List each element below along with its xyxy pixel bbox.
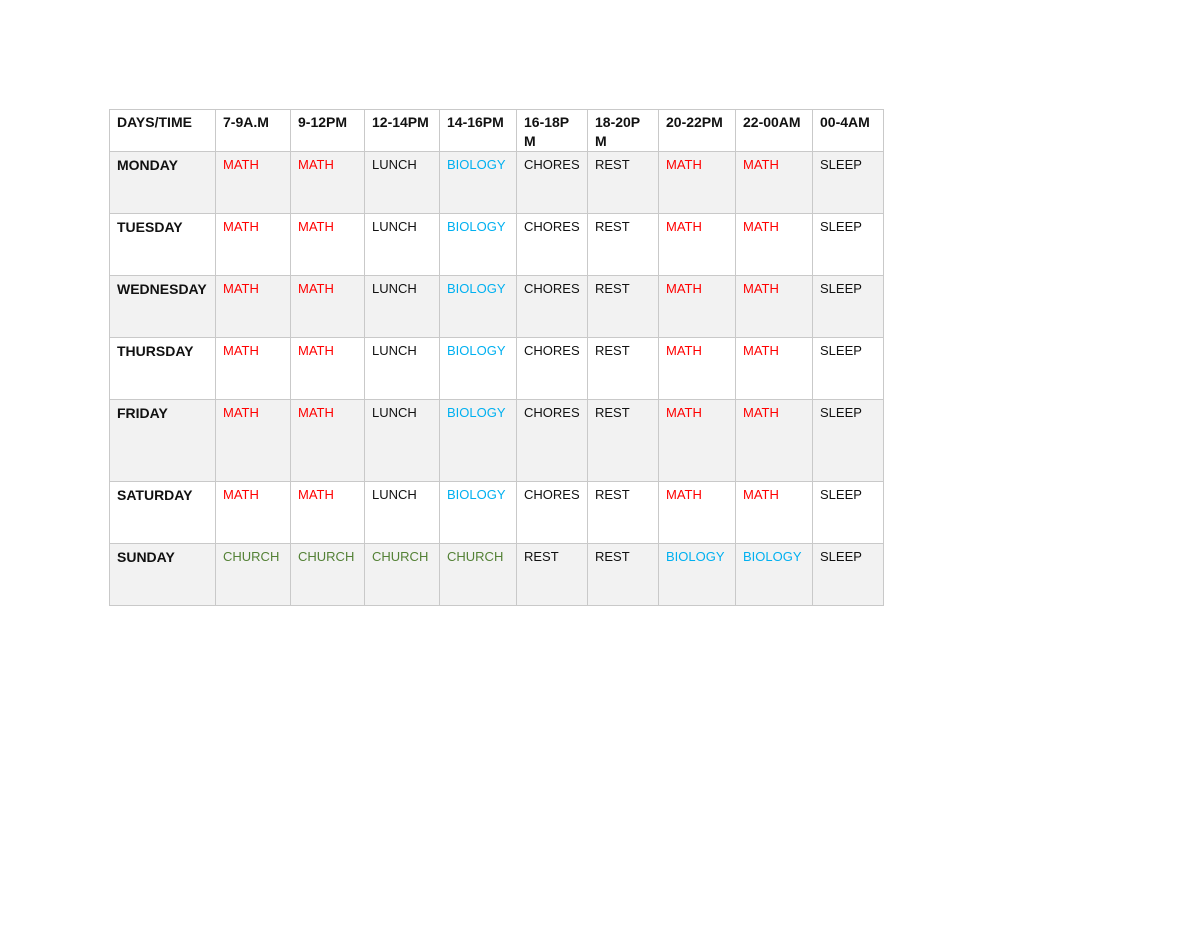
- day-cell: SUNDAY: [110, 544, 216, 606]
- schedule-cell: MATH: [659, 276, 736, 338]
- schedule-cell: REST: [517, 544, 588, 606]
- schedule-cell: MATH: [659, 338, 736, 400]
- schedule-cell: MATH: [659, 482, 736, 544]
- schedule-cell: MATH: [291, 338, 365, 400]
- schedule-cell: MATH: [291, 214, 365, 276]
- table-row: [110, 214, 884, 276]
- weekly-schedule-table: [109, 109, 884, 606]
- header-cell-12-14pm: 12-14PM: [365, 110, 440, 152]
- schedule-cell: REST: [588, 544, 659, 606]
- schedule-cell: SLEEP: [813, 276, 884, 338]
- schedule-cell: MATH: [216, 482, 291, 544]
- schedule-cell: CHORES: [517, 338, 588, 400]
- schedule-cell: BIOLOGY: [440, 400, 517, 482]
- schedule-cell: MATH: [736, 400, 813, 482]
- day-cell: THURSDAY: [110, 338, 216, 400]
- schedule-cell: MATH: [736, 214, 813, 276]
- schedule-cell: SLEEP: [813, 338, 884, 400]
- table-row: [110, 400, 884, 482]
- table-row: [110, 544, 884, 606]
- header-cell-16-18pm: 16-18PM: [517, 110, 588, 152]
- schedule-cell: LUNCH: [365, 152, 440, 214]
- schedule-cell: SLEEP: [813, 214, 884, 276]
- schedule-cell: LUNCH: [365, 276, 440, 338]
- schedule-cell: MATH: [736, 338, 813, 400]
- schedule-cell: REST: [588, 400, 659, 482]
- day-cell: SATURDAY: [110, 482, 216, 544]
- schedule-cell: REST: [588, 276, 659, 338]
- table-row: [110, 152, 884, 214]
- day-cell: WEDNESDAY: [110, 276, 216, 338]
- schedule-cell: SLEEP: [813, 400, 884, 482]
- header-cell-18-20pm: 18-20PM: [588, 110, 659, 152]
- schedule-cell: MATH: [216, 214, 291, 276]
- day-cell: MONDAY: [110, 152, 216, 214]
- schedule-cell: MATH: [216, 338, 291, 400]
- header-cell-9-12pm: 9-12PM: [291, 110, 365, 152]
- header-cell-7-9am: 7-9A.M: [216, 110, 291, 152]
- schedule-cell: BIOLOGY: [440, 152, 517, 214]
- schedule-cell: BIOLOGY: [736, 544, 813, 606]
- schedule-cell: CHURCH: [291, 544, 365, 606]
- schedule-cell: MATH: [736, 482, 813, 544]
- schedule-cell: MATH: [291, 276, 365, 338]
- schedule-cell: SLEEP: [813, 544, 884, 606]
- schedule-cell: LUNCH: [365, 338, 440, 400]
- schedule-cell: MATH: [216, 400, 291, 482]
- schedule-cell: MATH: [659, 152, 736, 214]
- schedule-cell: CHORES: [517, 482, 588, 544]
- header-cell-20-22pm: 20-22PM: [659, 110, 736, 152]
- schedule-cell: CHORES: [517, 152, 588, 214]
- schedule-cell: REST: [588, 214, 659, 276]
- schedule-cell: MATH: [736, 276, 813, 338]
- schedule-cell: BIOLOGY: [440, 214, 517, 276]
- schedule-cell: REST: [588, 482, 659, 544]
- schedule-cell: CHURCH: [216, 544, 291, 606]
- schedule-body: [110, 110, 884, 606]
- schedule-cell: BIOLOGY: [440, 276, 517, 338]
- schedule-cell: MATH: [291, 152, 365, 214]
- schedule-cell: CHURCH: [365, 544, 440, 606]
- schedule-cell: SLEEP: [813, 152, 884, 214]
- table-row: [110, 482, 884, 544]
- schedule-cell: CHURCH: [440, 544, 517, 606]
- schedule-cell: LUNCH: [365, 400, 440, 482]
- header-row: [110, 110, 884, 152]
- schedule-cell: SLEEP: [813, 482, 884, 544]
- header-cell-14-16pm: 14-16PM: [440, 110, 517, 152]
- header-cell-00-4am: 00-4AM: [813, 110, 884, 152]
- table-row: [110, 338, 884, 400]
- schedule-cell: MATH: [291, 400, 365, 482]
- schedule-cell: CHORES: [517, 276, 588, 338]
- header-cell-days-time: DAYS/TIME: [110, 110, 216, 152]
- day-cell: FRIDAY: [110, 400, 216, 482]
- table-row: [110, 276, 884, 338]
- schedule-cell: MATH: [216, 152, 291, 214]
- schedule-cell: LUNCH: [365, 214, 440, 276]
- schedule-cell: BIOLOGY: [659, 544, 736, 606]
- schedule-cell: MATH: [291, 482, 365, 544]
- schedule-cell: MATH: [736, 152, 813, 214]
- schedule-cell: CHORES: [517, 214, 588, 276]
- day-cell: TUESDAY: [110, 214, 216, 276]
- schedule-cell: BIOLOGY: [440, 338, 517, 400]
- schedule-cell: MATH: [659, 214, 736, 276]
- schedule-cell: CHORES: [517, 400, 588, 482]
- schedule-cell: BIOLOGY: [440, 482, 517, 544]
- schedule-cell: MATH: [659, 400, 736, 482]
- schedule-cell: REST: [588, 338, 659, 400]
- header-cell-22-00am: 22-00AM: [736, 110, 813, 152]
- schedule-cell: MATH: [216, 276, 291, 338]
- schedule-cell: REST: [588, 152, 659, 214]
- schedule-cell: LUNCH: [365, 482, 440, 544]
